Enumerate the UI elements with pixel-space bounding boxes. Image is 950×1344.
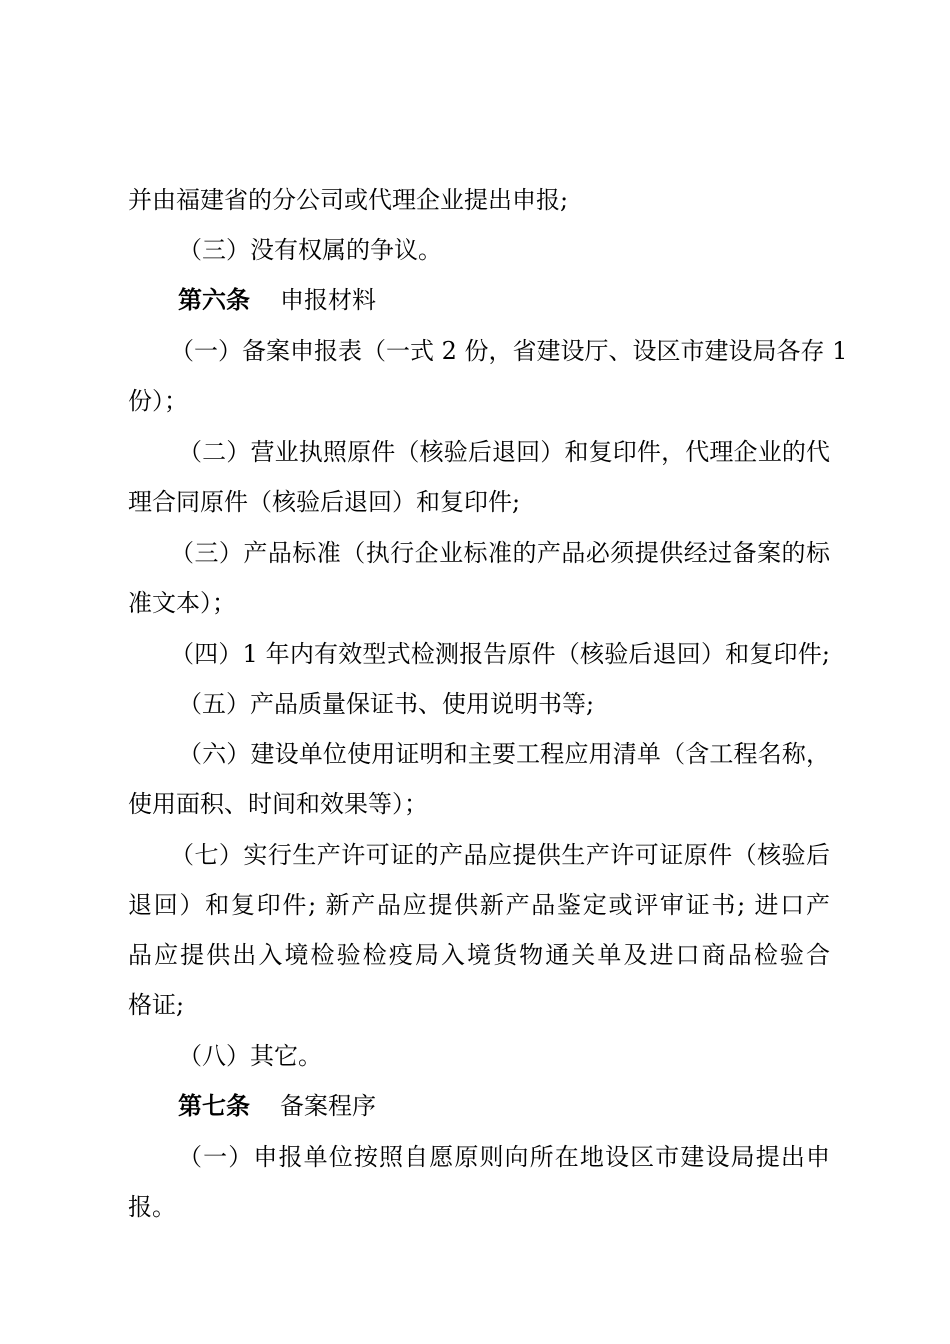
list-item-line: 退回）和复印件; 新产品应提供新产品鉴定或评审证书; 进口产 — [128, 891, 830, 919]
list-item-line: 理合同原件（核验后退回）和复印件; — [128, 488, 521, 516]
paragraph-line: 并由福建省的分公司或代理企业提出申报; — [128, 186, 569, 214]
list-item-line: （六）建设单位使用证明和主要工程应用清单（含工程名称， — [178, 740, 830, 768]
list-item-line: （五）产品质量保证书、使用说明书等; — [178, 690, 595, 718]
list-item-line: （一）申报单位按照自愿原则向所在地设区市建设局提出申 — [178, 1143, 830, 1171]
article-6-title: 申报材料 — [280, 286, 376, 314]
article-6-number: 第六条 — [178, 285, 250, 314]
list-item-line: 使用面积、时间和效果等）； — [128, 790, 428, 818]
list-item-line: （三）没有权属的争议。 — [178, 236, 442, 264]
list-item-line: （三）产品标准（执行企业标准的产品必须提供经过备案的标 — [170, 539, 830, 567]
article-7-heading — [178, 1086, 828, 1126]
article-7-number: 第七条 — [178, 1091, 250, 1120]
list-item-line: （四）1 年内有效型式检测报告原件（核验后退回）和复印件; — [170, 640, 830, 668]
list-item-line: 品应提供出入境检验检疫局入境货物通关单及进口商品检验合 — [128, 941, 830, 969]
list-item-line: 格证; — [128, 991, 185, 1019]
article-7-title: 备案程序 — [280, 1092, 376, 1120]
list-item-line: （二）营业执照原件（核验后退回）和复印件，代理企业的代 — [178, 438, 830, 466]
list-item-line: 份）； — [128, 387, 188, 415]
list-item-line: （八）其它。 — [178, 1042, 322, 1070]
list-item-line: 报。 — [128, 1193, 176, 1221]
article-6-heading — [178, 280, 828, 320]
list-item-line: （一）备案申报表（一式 2 份，省建设厅、设区市建设局各存 1 — [170, 337, 848, 365]
list-item-line: （七）实行生产许可证的产品应提供生产许可证原件（核验后 — [170, 841, 830, 869]
list-item-line: 准文本）； — [128, 589, 236, 617]
